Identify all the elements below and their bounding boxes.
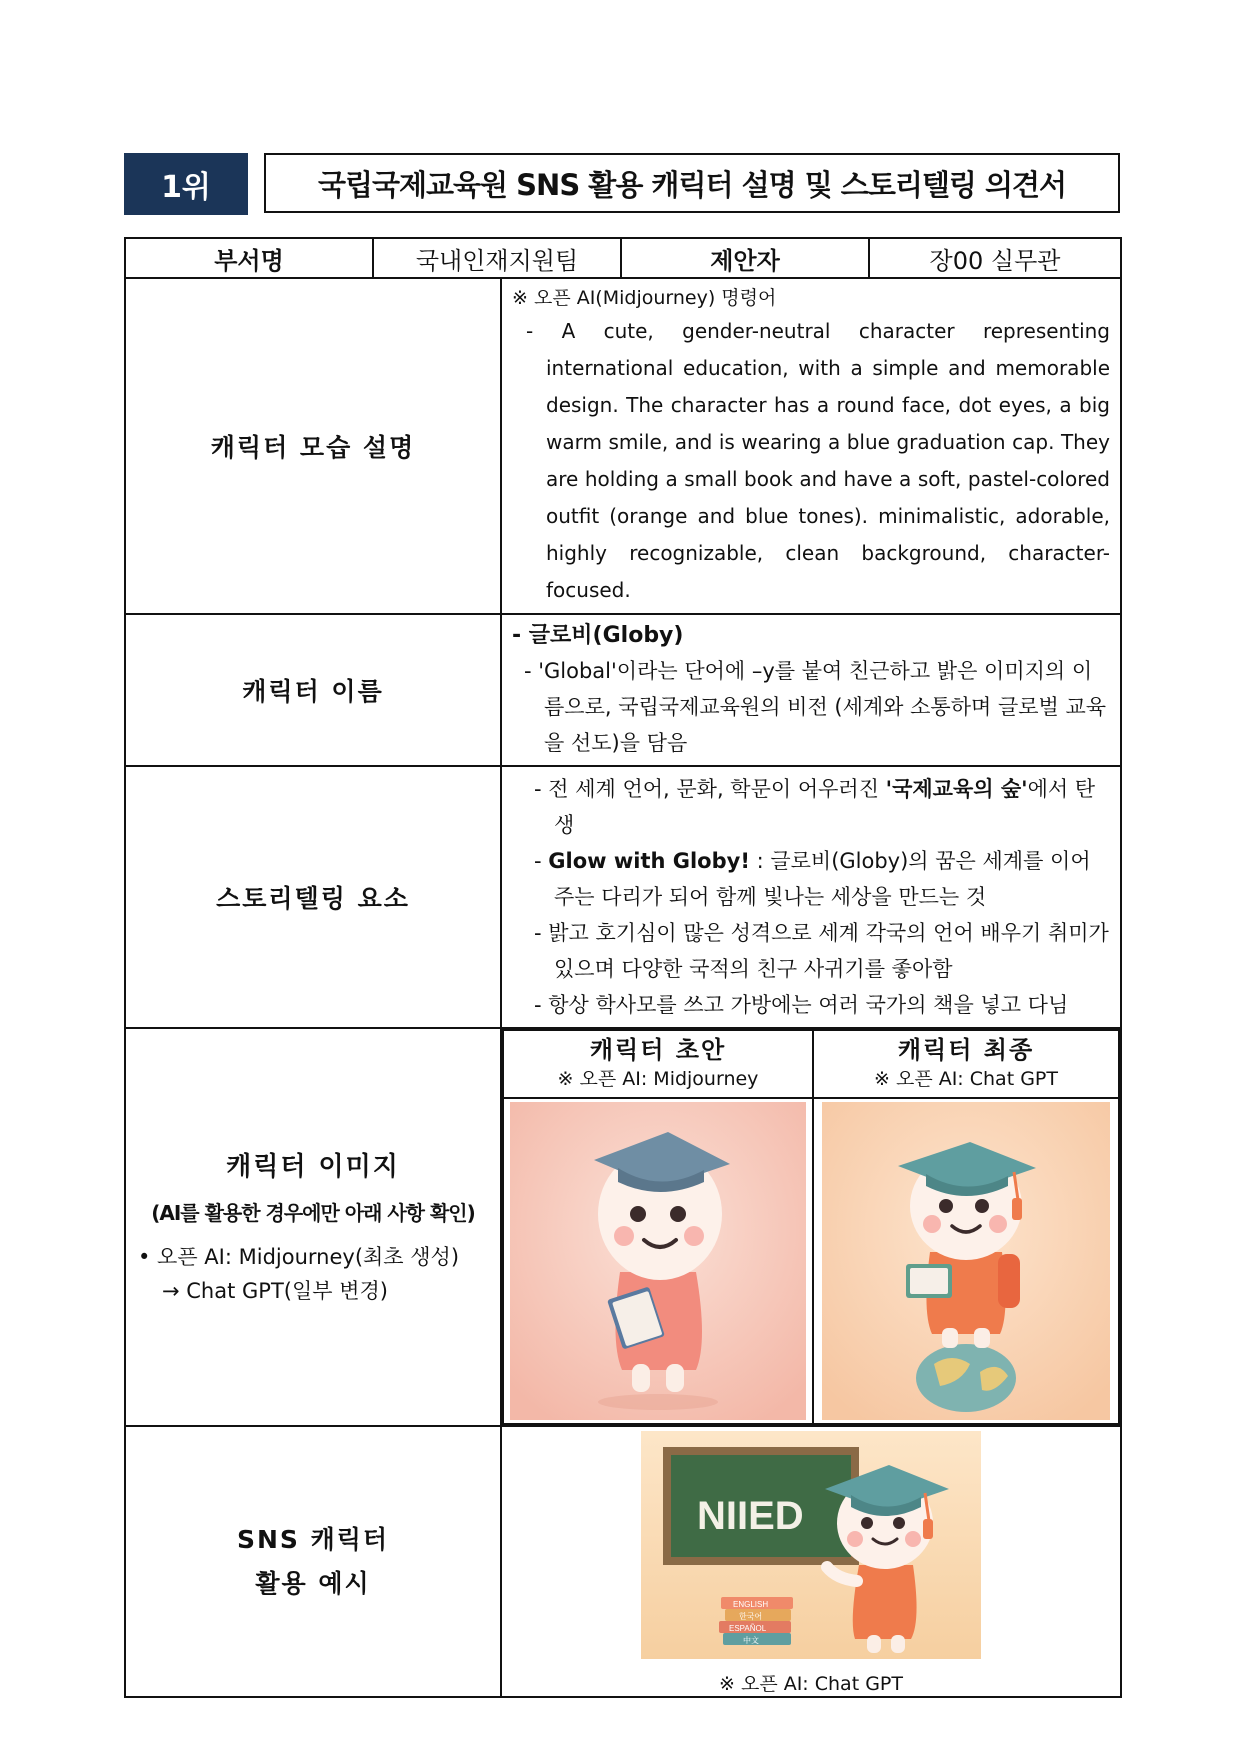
image-sub-label: (AI를 활용한 경우에만 아래 사항 확인) <box>151 1201 475 1225</box>
story-item-4: - 항상 학사모를 쓰고 가방에는 여러 국가의 책을 넣고 다님 <box>534 993 1069 1017</box>
book-label-2: 한국어 <box>739 1612 763 1621</box>
image-label: 캐릭터 이미지 <box>226 1152 400 1182</box>
appearance-prompt: - A cute, gender-neutral character representing international education, with a simple and memorable design. The character has a round face, dot eyes, a big warm smile, and is wearing a blue graduation cap. They are holding a small book and have a soft, pastel-colored outfit (orange and blue tones). minimalistic, adorable, highly recognizable, clean background, character-focused. <box>526 319 1110 602</box>
sns-label-line2: 활용 예시 <box>255 1568 371 1598</box>
sns-caption: ※ 오픈 AI: Chat GPT <box>719 1673 903 1695</box>
book-label-4: 中文 <box>743 1636 759 1645</box>
name-meaning: - 'Global'이라는 단어에 –y를 붙여 친근하고 밝은 이미지의 이름으로, 국립국제교육원의 비전 (세계와 소통하며 글로벌 교육을 선도)을 담음 <box>524 659 1107 755</box>
book-stack <box>719 1597 793 1645</box>
draft-title: 캐릭터 초안 <box>589 1036 727 1064</box>
appearance-label: 캐릭터 모습 설명 <box>125 278 501 614</box>
draft-note: ※ 오픈 AI: Midjourney <box>557 1068 759 1090</box>
character-name: - 글로비(Globy) <box>512 623 684 648</box>
name-label: 캐릭터 이름 <box>125 614 501 766</box>
image-ai-note-1: • 오픈 AI: Midjourney(최초 생성) <box>138 1245 460 1269</box>
dept-label: 부서명 <box>126 239 373 277</box>
book-label-1: ENGLISH <box>733 1600 769 1609</box>
proposer-value: 장00 실무관 <box>929 246 1061 275</box>
opinion-table <box>124 237 1122 1698</box>
sns-label-line1: SNS 캐릭터 <box>236 1524 390 1554</box>
image-ai-note-2: → Chat GPT(일부 변경) <box>162 1279 388 1303</box>
story-label: 스토리텔링 요소 <box>125 766 501 1028</box>
story-item-1: - 전 세계 언어, 문화, 학문이 어우러진 '국제교육의 숲'에서 탄생 <box>534 777 1096 837</box>
final-character-image <box>822 1102 1110 1420</box>
appearance-note: ※ 오픈 AI(Midjourney) 명령어 <box>512 287 777 309</box>
book-label-3: ESPAÑOL <box>729 1624 767 1633</box>
draft-character-image <box>510 1102 806 1420</box>
final-note: ※ 오픈 AI: Chat GPT <box>874 1068 1058 1090</box>
page-title: 국립국제교육원 SNS 활용 캐릭터 설명 및 스토리텔링 의견서 <box>264 153 1120 213</box>
proposer-label: 제안자 <box>621 239 869 277</box>
rank-badge: 1위 <box>124 153 248 215</box>
sns-example-image <box>641 1431 981 1659</box>
final-title: 캐릭터 최종 <box>897 1036 1035 1064</box>
story-item-2: - Glow with Globy! : 글로비(Globy)의 꿈은 세계를 이어 주는 다리가 되어 함께 빛나는 세상을 만드는 것 <box>534 849 1091 909</box>
story-item-3: - 밝고 호기심이 많은 성격으로 세계 각국의 언어 배우기 취미가 있으며 다양한 국적의 친구 사귀기를 좋아함 <box>534 921 1109 981</box>
board-text: NIIED <box>697 1494 804 1538</box>
dept-value: 국내인재지원팀 <box>373 239 621 277</box>
